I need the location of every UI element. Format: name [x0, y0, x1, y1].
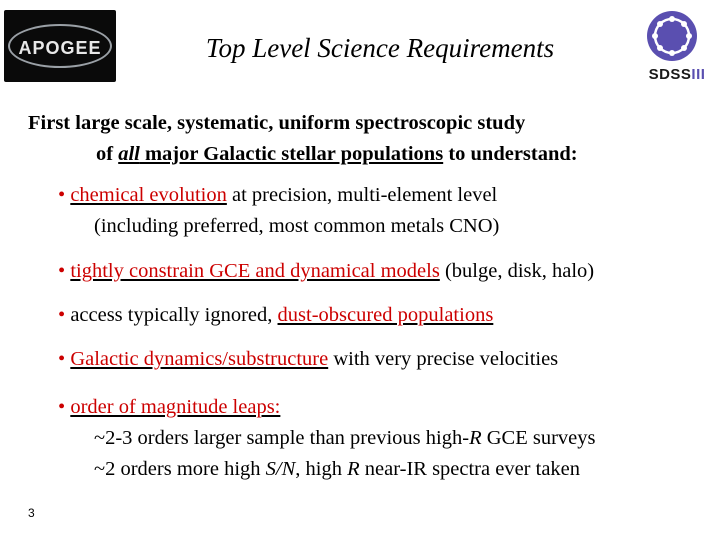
bullet-continuation: (including preferred, most common metals CNO) — [94, 215, 500, 237]
apogee-logo-text: APOGEE — [18, 38, 102, 58]
sdss-logo-text: SDSSIII — [648, 66, 706, 83]
bullet-continuation: ~2-3 orders larger sample than previous high-R GCE surveys — [94, 427, 596, 449]
intro-line-2: of all major Galactic stellar populations to understand: — [96, 143, 578, 165]
page-number: 3 — [28, 506, 35, 520]
bullet-item: • tightly constrain GCE and dynamical models (bulge, disk, halo) — [58, 260, 595, 282]
bullet-item: • chemical evolution at precision, multi-element level (including preferred, most common metals CNO) — [58, 180, 718, 242]
bullet-item: • Galactic dynamics/substructure with very precise velocities — [58, 348, 559, 370]
intro-line-1: First large scale, systematic, uniform spectroscopic study — [28, 112, 526, 134]
bullet-continuation: ~2 orders more high S/N, high R near-IR spectra ever taken — [94, 458, 581, 480]
bullet-item: • order of magnitude leaps: ~2-3 orders larger sample than previous high-R GCE surveys ~2 orders more high S/N, high R near-IR spectra ever taken — [58, 392, 718, 485]
sdss-emblem-icon — [646, 10, 698, 62]
bullet-item: • access typically ignored, dust-obscured populations — [58, 304, 494, 326]
sdss-logo — [640, 10, 714, 86]
slide-title: Top Level Science Requirements — [205, 33, 555, 63]
intro-paragraph — [28, 108, 708, 170]
apogee-logo — [4, 10, 116, 82]
